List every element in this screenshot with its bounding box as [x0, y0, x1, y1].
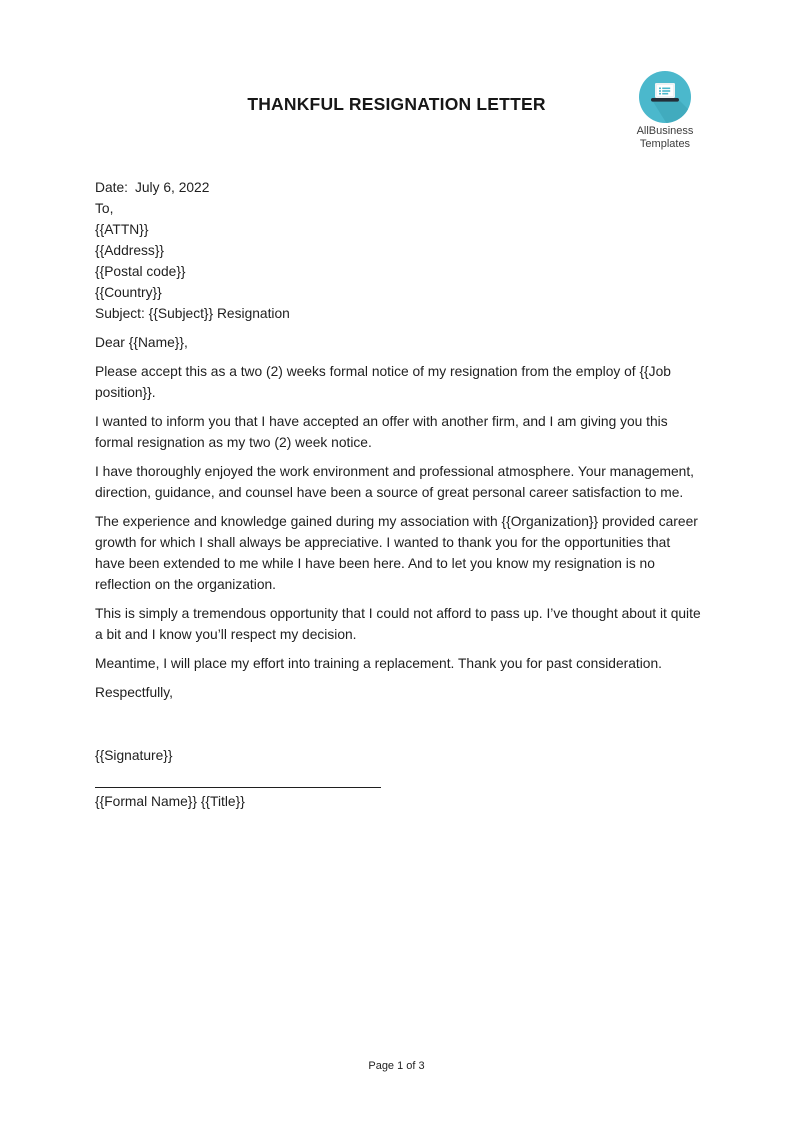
date-value: July 6, 2022	[134, 180, 210, 195]
date-line	[95, 177, 701, 198]
greeting: Dear {{Name}},	[95, 335, 188, 350]
body-paragraph: The experience and knowledge gained during my association with {{Organization}} provided career growth for which I shall always be appreciative. I wanted to thank you for the opportunities that have been extended to me while I have been here. And to let you know my resignation is no reflection on the organization.	[95, 514, 698, 592]
logo-text-line2: Templates	[639, 138, 691, 150]
body-paragraph: Meantime, I will place my effort into training a replacement. Thank you for past consideration.	[95, 656, 662, 671]
subject-line: Subject: {{Subject}} Resignation	[95, 306, 290, 321]
recipient-line-postal-code: {{Postal code}}	[95, 264, 186, 279]
body-paragraph: I wanted to inform you that I have accepted an offer with another firm, and I am giving you this formal resignation as my two (2) week notice.	[95, 414, 668, 450]
page-title: THANKFUL RESIGNATION LETTER	[247, 94, 546, 114]
logo-text-line1: AllBusiness	[636, 125, 694, 137]
signature-placeholder: {{Signature}}	[95, 748, 173, 763]
recipient-line-country: {{Country}}	[95, 285, 162, 300]
closing: Respectfully,	[95, 685, 173, 700]
body-paragraph: I have thoroughly enjoyed the work environment and professional atmosphere. Your management, direction, guidance, and counsel have been a source of great personal career satisfaction to me.	[95, 464, 695, 500]
signature-name-title: {{Formal Name}} {{Title}}	[95, 794, 245, 809]
page-number: Page 1 of 3	[368, 1060, 425, 1072]
body-paragraph: This is simply a tremendous opportunity that I could not afford to pass up. I’ve thought about it quite a bit and I know you’ll respect my decision.	[95, 606, 701, 642]
recipient-line-address: {{Address}}	[95, 243, 165, 258]
date-label: Date:	[95, 180, 128, 195]
recipient-block	[95, 198, 701, 303]
recipient-line-attn: {{ATTN}}	[95, 222, 149, 237]
recipient-line-to: To,	[95, 201, 114, 216]
letter-body	[95, 0, 701, 812]
body-paragraph: Please accept this as a two (2) weeks formal notice of my resignation from the employ of {{Job position}}.	[95, 364, 671, 400]
